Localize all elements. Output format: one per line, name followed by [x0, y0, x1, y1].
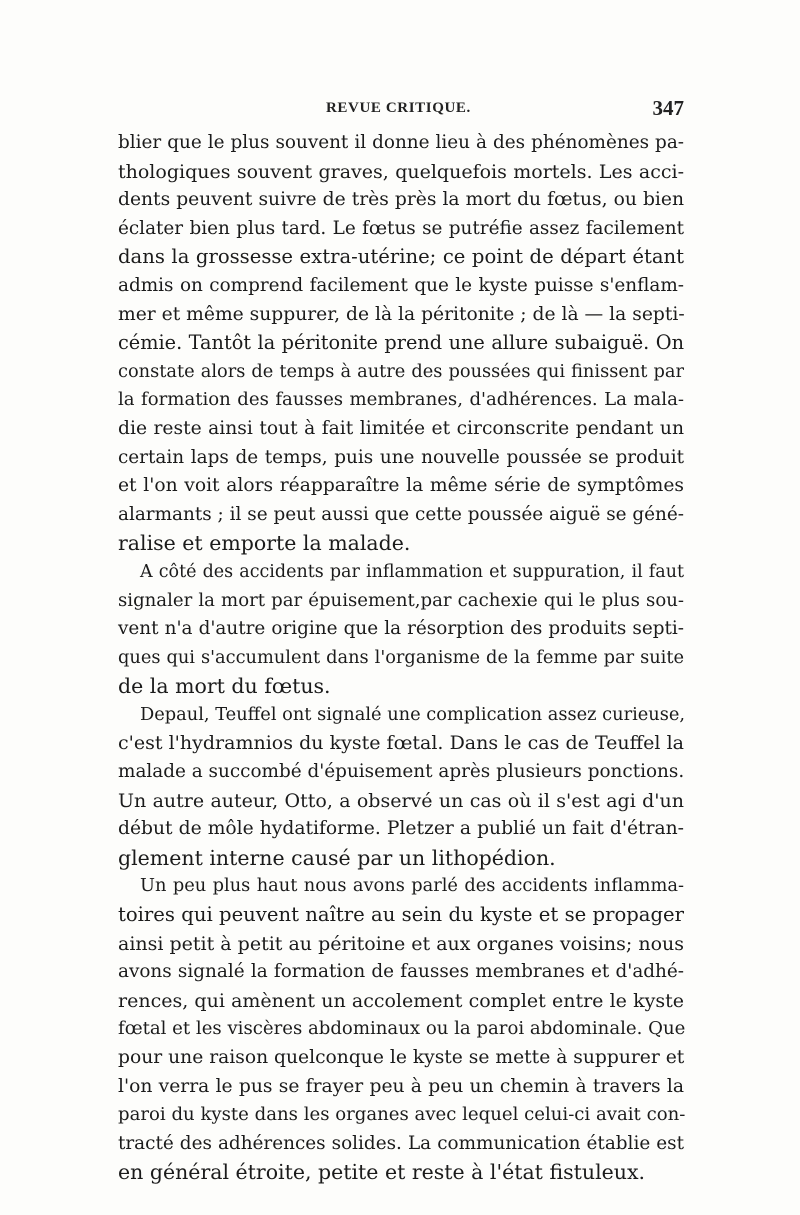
page-number: 347	[652, 96, 684, 120]
text-line: alarmants ; il se peut aussi que cette poussée aiguë se géné-	[118, 503, 684, 525]
text-line: toires qui peuvent naître au sein du kyste et se propager	[118, 903, 684, 927]
text-line: admis on comprend facilement que le kyste puisse s'enflam-	[118, 274, 684, 296]
text-line: en général étroite, petite et reste à l'état fistuleux.	[118, 1160, 646, 1185]
text-line: constate alors de temps à autre des poussées qui finissent par	[118, 360, 684, 382]
text-line: dans la grossesse extra-utérine; ce point de départ étant	[118, 245, 684, 269]
text-line: avons signalé la formation de fausses membranes et d'adhé-	[118, 961, 684, 983]
text-line: blier que le plus souvent il donne lieu à des phénomènes pa-	[118, 132, 684, 153]
text-line: thologiques souvent graves, quelquefois mortels. Les acci-	[118, 160, 684, 183]
text-line: et l'on voit alors réapparaître la même série de symptômes	[118, 475, 684, 497]
text-line: rences, qui amènent un accolement complet entre le kyste	[118, 989, 684, 1012]
text-line: la formation des fausses membranes, d'adhérences. La mala-	[118, 389, 684, 411]
text-line: Un peu plus haut nous avons parlé des accidents inflamma-	[140, 875, 684, 897]
text-line: fœtal et les viscères abdominaux ou la paroi abdominale. Que	[118, 1018, 686, 1040]
body-text	[118, 129, 684, 1187]
text-line: paroi du kyste dans les organes avec lequel celui-ci avait con-	[118, 1104, 686, 1126]
text-line: ques qui s'accumulent dans l'organisme de la femme par suite	[118, 646, 684, 668]
text-line: malade a succombé d'épuisement après plusieurs ponctions.	[118, 761, 685, 783]
text-line: signaler la mort par épuisement,par cachexie qui le plus sou-	[118, 589, 684, 611]
text-line: cémie. Tantôt la péritonite prend une allure subaiguë. On	[118, 331, 684, 355]
text-line: vent n'a d'autre origine que la résorption des produits septi-	[118, 618, 684, 640]
text-line: de la mort du fœtus.	[118, 674, 331, 699]
page-header	[118, 96, 684, 126]
text-line: c'est l'hydramnios du kyste fœtal. Dans le cas de Teuffel la	[118, 732, 684, 755]
text-line: mer et même suppurer, de là la péritonite ; de là — la septi-	[118, 303, 685, 325]
text-line: A côté des accidents par inflammation et suppuration, il faut	[140, 561, 684, 582]
text-line: tracté des adhérences solides. La communication établie est	[118, 1132, 684, 1154]
text-line: ainsi petit à petit au péritoine et aux organes voisins; nous	[118, 932, 684, 955]
running-title: REVUE CRITIQUE.	[326, 100, 471, 116]
text-line: l'on verra le pus se frayer peu à peu un chemin à travers la	[118, 1075, 684, 1097]
text-line: Un autre auteur, Otto, a observé un cas où il s'est agi d'un	[118, 789, 684, 812]
text-line: dents peuvent suivre de très près la mort du fœtus, ou bien	[118, 189, 684, 211]
text-line: die reste ainsi tout à fait limitée et circonscrite pendant un	[118, 417, 684, 439]
text-line: Depaul, Teuffel ont signalé une complication assez curieuse,	[140, 703, 686, 725]
text-line: ralise et emporte la malade.	[118, 531, 411, 556]
text-line: glement interne causé par un lithopédion.	[118, 845, 556, 870]
text-line: pour une raison quelconque le kyste se mette à suppurer et	[118, 1047, 685, 1068]
text-line: éclater bien plus tard. Le fœtus se putréfie assez facilement	[118, 217, 684, 239]
text-line: début de môle hydatiforme. Pletzer a publié un fait d'étran-	[118, 818, 684, 840]
text-line: certain laps de temps, puis une nouvelle poussée se produit	[118, 446, 684, 468]
